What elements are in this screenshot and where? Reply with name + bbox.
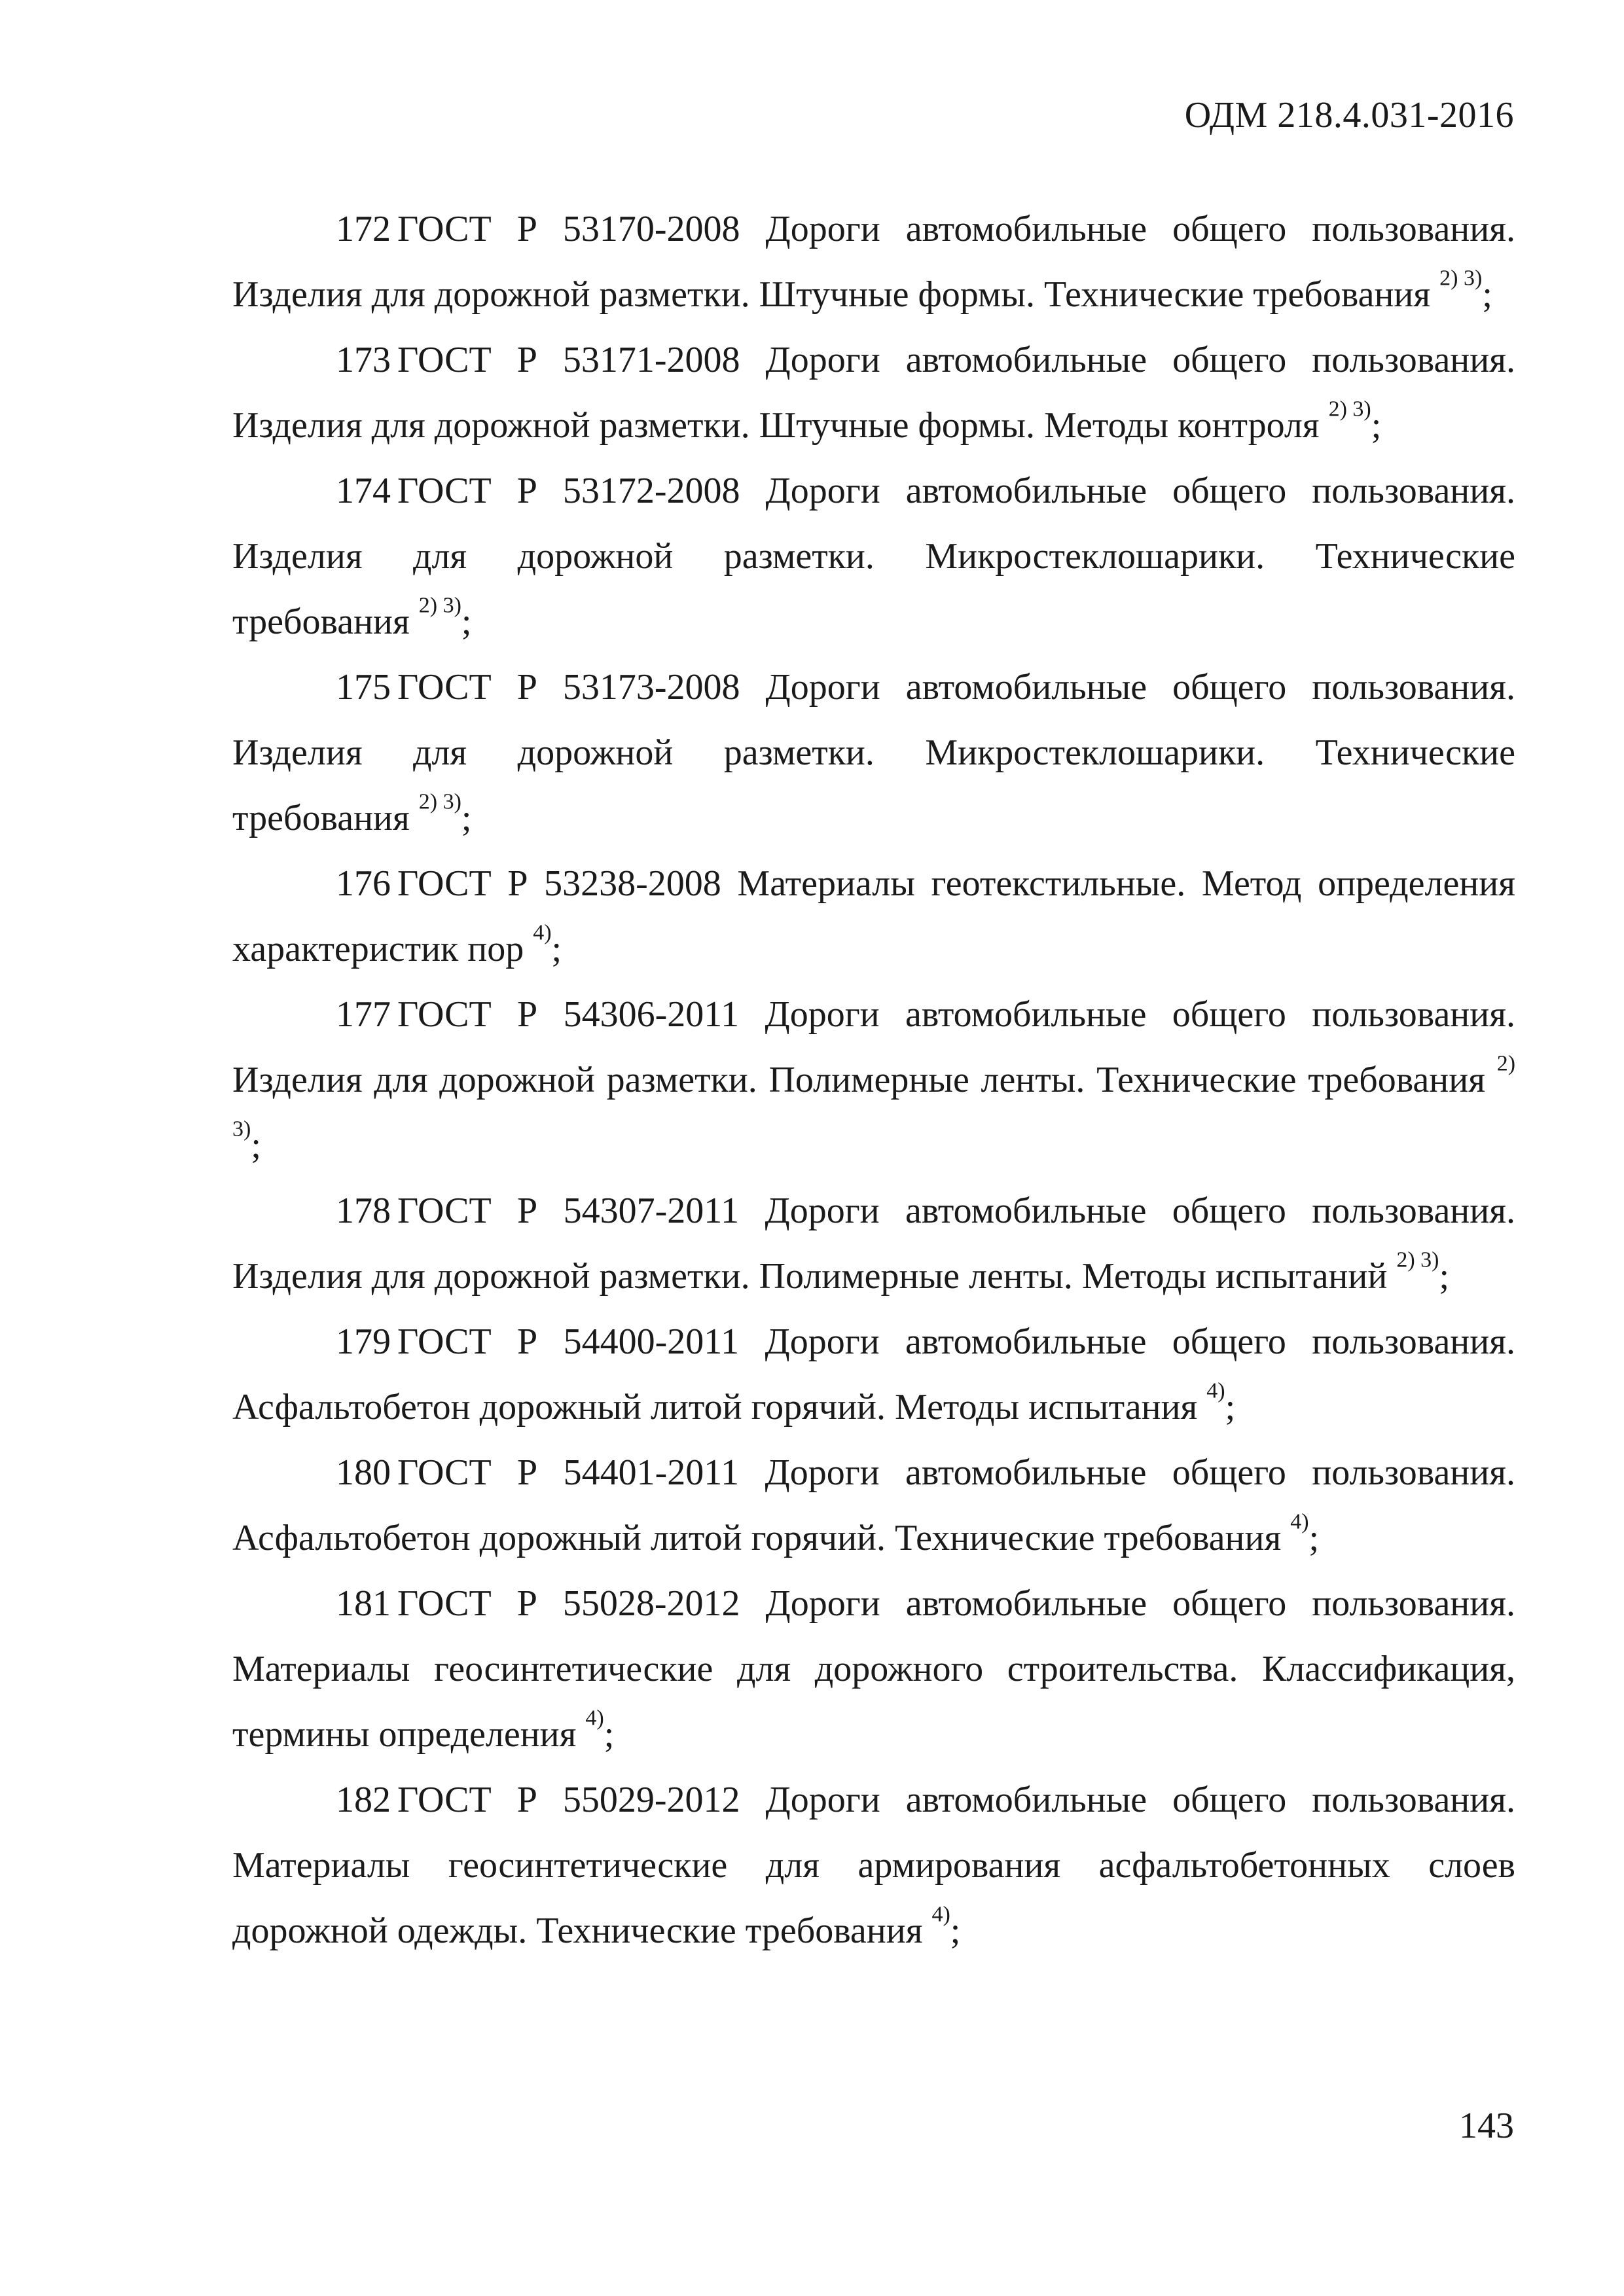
reference-entry (232, 1767, 1515, 1964)
entry-terminator: ; (1439, 1256, 1450, 1297)
page-number: 143 (1459, 2106, 1514, 2146)
footnote-ref: 2) 3) (418, 789, 461, 814)
entry-terminator: ; (1225, 1387, 1236, 1427)
footnote-ref: 2) 3) (1396, 1247, 1439, 1272)
entry-text: ГОСТ Р 53172-2008 Дороги автомобильные общего пользования. Изделия для дорожной разметки. Микростеклошарики. Технические требования (232, 471, 1515, 642)
entry-number: 182 (336, 1780, 391, 1820)
entry-text: ГОСТ Р 53171-2008 Дороги автомобильные общего пользования. Изделия для дорожной разметки. Штучные формы. Методы контроля (232, 340, 1515, 446)
entry-text: ГОСТ Р 54307-2011 Дороги автомобильные общего пользования. Изделия для дорожной разметки. Полимерные ленты. Методы испытаний (232, 1191, 1515, 1297)
footnote-ref: 4) (1290, 1509, 1309, 1534)
footnote-ref: 2) 3) (418, 593, 461, 618)
entry-number: 176 (336, 863, 391, 904)
entry-text: ГОСТ Р 53238-2008 Материалы геотекстильные. Метод определения характеристик пор (232, 863, 1515, 969)
entry-terminator: ; (251, 1125, 261, 1166)
entry-terminator: ; (461, 601, 472, 642)
entry-terminator: ; (461, 798, 472, 838)
entry-terminator: ; (1371, 405, 1382, 446)
entry-text: ГОСТ Р 53173-2008 Дороги автомобильные общего пользования. Изделия для дорожной разметки. Микростеклошарики. Технические требования (232, 667, 1515, 838)
footnote-ref: 4) (931, 1902, 950, 1927)
entry-number: 177 (336, 994, 391, 1035)
entry-terminator: ; (551, 929, 562, 969)
reference-entry (232, 982, 1515, 1178)
entry-text: ГОСТ Р 53170-2008 Дороги автомобильные общего пользования. Изделия для дорожной разметки. Штучные формы. Технические требования (232, 209, 1515, 315)
entry-number: 180 (336, 1452, 391, 1493)
entry-terminator: ; (950, 1910, 961, 1951)
entry-terminator: ; (1308, 1518, 1320, 1558)
entry-text: ГОСТ Р 54401-2011 Дороги автомобильные общего пользования. Асфальтобетон дорожный литой горячий. Технические требования (232, 1452, 1515, 1558)
entry-number: 181 (336, 1583, 391, 1624)
footnote-ref: 2) 3) (1328, 397, 1371, 422)
entry-terminator: ; (1482, 274, 1492, 315)
reference-list (232, 196, 1515, 1964)
entry-number: 174 (336, 471, 391, 511)
footnote-ref: 4) (1206, 1378, 1225, 1403)
footnote-ref: 2) 3) (1439, 266, 1483, 291)
entry-text: ГОСТ Р 55029-2012 Дороги автомобильные общего пользования. Материалы геосинтетические для армирования асфальтобетонных слоев дорожной одежды. Технические требования (232, 1780, 1515, 1951)
footnote-ref: 2) 3) (232, 1051, 1516, 1141)
entry-number: 179 (336, 1321, 391, 1362)
entry-text: ГОСТ Р 54306-2011 Дороги автомобильные общего пользования. Изделия для дорожной разметки. Полимерные ленты. Технические требования (232, 994, 1515, 1100)
reference-entry (232, 1571, 1515, 1767)
entry-terminator: ; (604, 1714, 615, 1755)
entry-number: 175 (336, 667, 391, 708)
entry-number: 178 (336, 1191, 391, 1231)
reference-entry (232, 327, 1515, 458)
entry-number: 173 (336, 340, 391, 380)
reference-entry (232, 1309, 1515, 1440)
reference-entry (232, 655, 1515, 851)
footnote-ref: 4) (585, 1706, 604, 1731)
reference-entry (232, 1178, 1515, 1309)
document-code: ОДМ 218.4.031-2016 (1184, 95, 1514, 135)
reference-entry (232, 851, 1515, 982)
footnote-ref: 4) (533, 920, 552, 945)
entry-text: ГОСТ Р 55028-2012 Дороги автомобильные общего пользования. Материалы геосинтетические для дорожного строительства. Классификация, термины определения (232, 1583, 1515, 1755)
reference-entry (232, 458, 1515, 655)
reference-entry (232, 196, 1515, 327)
reference-entry (232, 1440, 1515, 1571)
entry-number: 172 (336, 209, 391, 249)
entry-text: ГОСТ Р 54400-2011 Дороги автомобильные общего пользования. Асфальтобетон дорожный литой горячий. Методы испытания (232, 1321, 1515, 1427)
